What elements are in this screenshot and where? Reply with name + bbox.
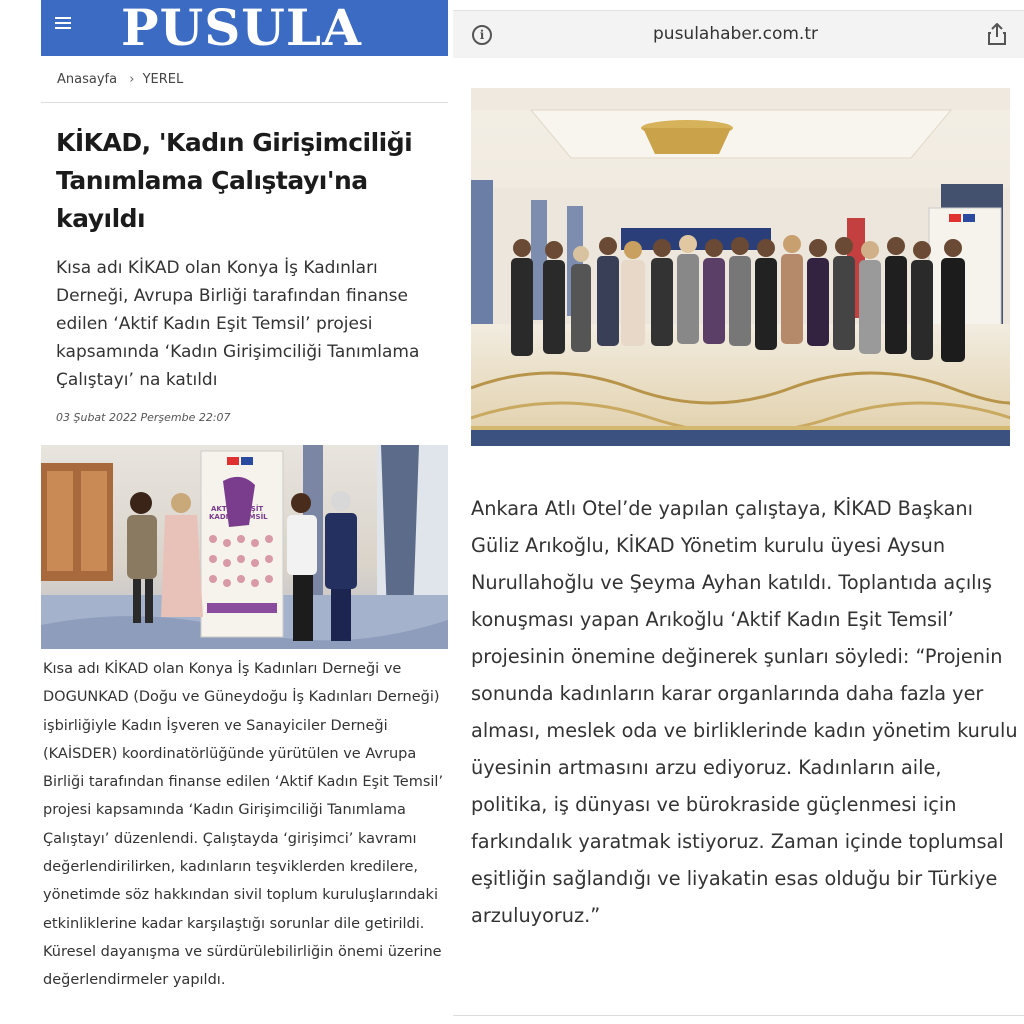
site-header xyxy=(41,0,448,56)
article-date: 03 Şubat 2022 Perşembe 22:07 xyxy=(56,411,231,424)
url-text[interactable]: pusulahaber.com.tr xyxy=(653,24,818,44)
browser-url-bar xyxy=(453,10,1024,58)
divider xyxy=(453,1015,1024,1016)
article-body-left: Kısa adı KİKAD olan Konya İş Kadınları Derneği ve DOGUNKAD (Doğu ve Güneydoğu İş Kadınları Derneği) işbirliğiyle Kadın İşveren ve Sanayiciler Derneği (KAİSDER) koordinatörlüğünde yürütülen ve Avrupa Birliği tarafından finanse edilen ‘Aktif Kadın Eşit Temsil’ projesi kapsamında ‘Kadın Girişimciliği Tanımlama Çalıştayı’ düzenlendi. Çalıştayda ‘girişimci’ kavramı değerlendirilirken, kadınların teşviklerden kredilere, yönetimde söz hakkından sivil toplum kuruluşlarındaki etkinliklerine kadar karşılaştığı sorunlar dile getirildi. Küresel dayanışma ve sürdürülebilirliğin önemi üzerine değerlendirmeler yapıldı. xyxy=(43,661,444,989)
article-photo-group xyxy=(471,88,1010,446)
divider xyxy=(41,102,448,103)
left-article-panel xyxy=(0,0,452,1024)
info-icon[interactable]: i xyxy=(472,25,492,45)
breadcrumb-home-link[interactable]: Anasayfa xyxy=(57,72,118,87)
breadcrumb xyxy=(57,72,183,87)
banner-line-3: EŞİT xyxy=(246,505,264,513)
article-body-right: Ankara Atlı Otel’de yapılan çalıştaya, KİKAD Başkanı Güliz Arıkoğlu, KİKAD Yönetim kurulu üyesi Aysun Nurullahoğlu ve Şeyma Ayhan katıldı. Toplantıda açılış konuşması yapan Arıkoğlu ‘Aktif Kadın Eşit Temsil’ projesinin önemine değinerek şunları söyledi: “Projenin sonunda kadınların karar organlarında daha fazla yer alması, meslek oda ve birliklerinde kadın yönetim kurulu üyesinin artmasını arzu ediyoruz. Kadınların aile, politika, iş dünyası ve bürokraside güçlenmesi için farkındalık yaratmak istiyoruz. Zaman içinde toplumsal eşitliğin sağlandığı ve liyakatin esas olduğu bir Türkiye arzuluyoruz.” xyxy=(471,497,1018,927)
photo-four-women-banner xyxy=(41,445,448,649)
breadcrumb-separator: › xyxy=(129,72,135,87)
article-photo-small-group xyxy=(41,445,448,649)
photo-large-group-hall xyxy=(471,88,1010,446)
banner-line-1: AKTİF xyxy=(211,505,235,513)
banner-line-2: KADIN xyxy=(209,513,235,521)
breadcrumb-category-link[interactable]: YEREL xyxy=(142,72,184,87)
right-article-panel xyxy=(453,0,1024,1024)
banner-line-4: TEMSİL xyxy=(239,513,268,521)
hamburger-menu-icon[interactable] xyxy=(55,17,71,37)
site-logo[interactable]: PUSULA xyxy=(121,0,362,57)
share-icon[interactable] xyxy=(988,23,1006,45)
article-headline: KİKAD, 'Kadın Girişimciliği Tanımlama Çalıştayı'na kayıldı xyxy=(56,128,413,233)
article-summary: Kısa adı KİKAD olan Konya İş Kadınları Derneği, Avrupa Birliği tarafından finanse edilen ‘Aktif Kadın Eşit Temsil’ projesi kapsamında ‘Kadın Girişimciliği Tanımlama Çalıştayı’ na katıldı xyxy=(56,258,420,390)
